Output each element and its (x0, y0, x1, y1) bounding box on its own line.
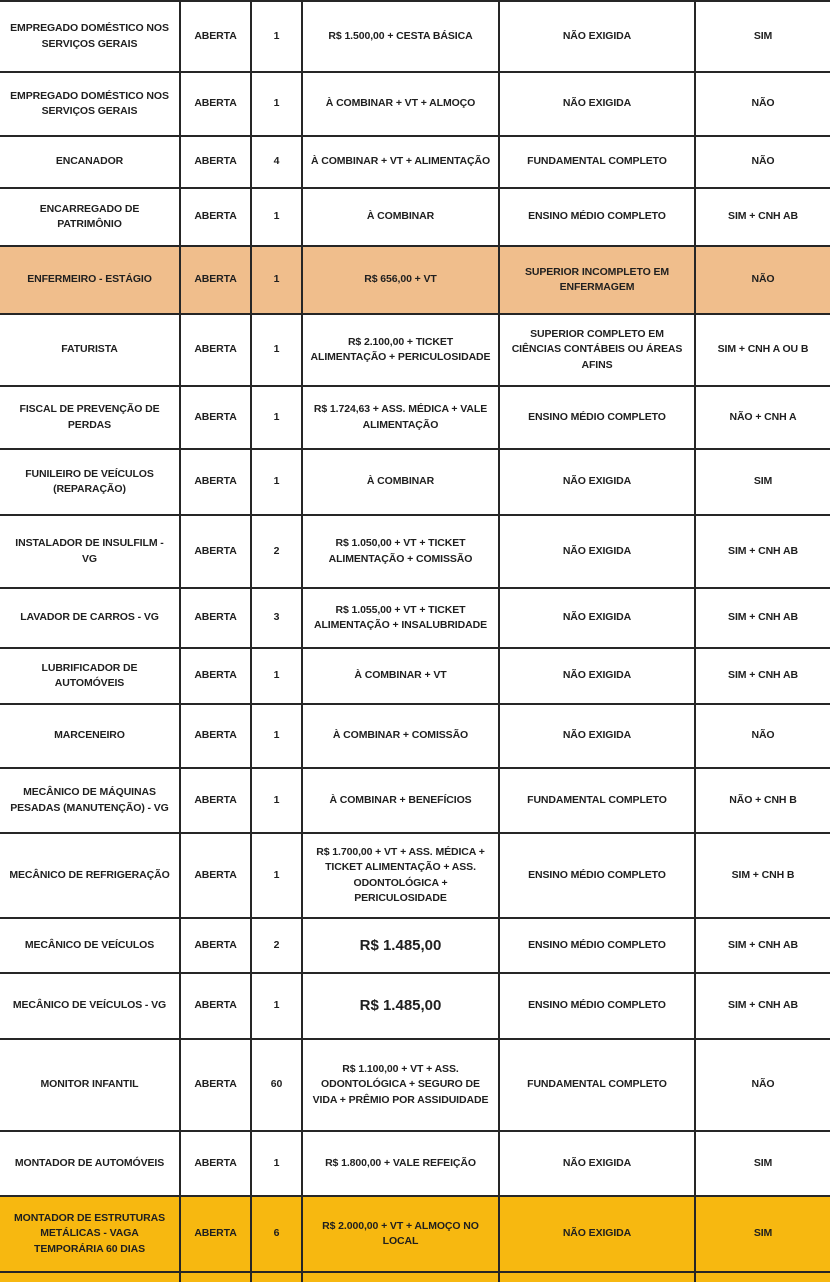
license-cell (696, 834, 830, 917)
salary-benefits-cell (303, 705, 500, 767)
table-row (0, 705, 830, 769)
status-cell (181, 2, 252, 71)
salary-benefits-cell (303, 315, 500, 385)
salary-benefits-text: À COMBINAR + VT + ALMOÇO (325, 97, 476, 110)
vacancy-count-text: 3 (273, 611, 280, 624)
job-title-text: MECÂNICO DE MÁQUINAS PESADAS (MANUTENÇÃO) - VG (10, 786, 169, 814)
vacancy-count-text: 1 (273, 273, 280, 286)
education-cell (500, 516, 696, 587)
license-text: NÃO (751, 97, 775, 110)
license-cell (696, 516, 830, 587)
job-title-text: ENFERMEIRO - ESTÁGIO (27, 273, 152, 286)
education-text: ENSINO MÉDIO COMPLETO (528, 410, 666, 423)
job-title-text: MONITOR INFANTIL (40, 1078, 139, 1091)
education-cell (500, 649, 696, 703)
job-title-cell (0, 450, 181, 514)
salary-benefits-cell (303, 137, 500, 187)
status-text: ABERTA (194, 97, 237, 110)
job-title-cell (0, 315, 181, 385)
job-title-cell (0, 73, 181, 135)
license-text: NÃO (751, 155, 775, 168)
salary-benefits-text: À COMBINAR + VT + ALIMENTAÇÃO (310, 155, 491, 168)
job-title-cell (0, 387, 181, 448)
license-text: SIM + CNH A OU B (717, 343, 809, 356)
license-text: SIM + CNH AB (728, 999, 798, 1012)
salary-benefits-cell (303, 1197, 500, 1271)
salary-benefits-text: À COMBINAR + COMISSÃO (332, 729, 469, 742)
vacancy-count-text: 1 (273, 210, 280, 223)
education-text: NÃO EXIGIDA (562, 475, 632, 488)
table-row (0, 1132, 830, 1197)
status-cell (181, 1040, 252, 1130)
license-cell (696, 1197, 830, 1271)
vacancy-count-cell (252, 137, 303, 187)
vacancy-count-text: 60 (270, 1078, 283, 1091)
status-text: ABERTA (194, 210, 237, 223)
job-title-text: MECÂNICO DE REFRIGERAÇÃO (9, 868, 170, 881)
vacancy-count-cell (252, 1040, 303, 1130)
license-text: SIM (753, 1227, 773, 1240)
job-title-text: EMPREGADO DOMÉSTICO NOS SERVIÇOS GERAIS (10, 89, 169, 117)
education-cell (500, 974, 696, 1038)
license-text: SIM + CNH AB (728, 544, 798, 557)
education-text: FUNDAMENTAL COMPLETO (527, 155, 667, 168)
salary-benefits-cell (303, 649, 500, 703)
salary-benefits-cell (303, 589, 500, 647)
status-cell (181, 834, 252, 917)
salary-benefits-text: R$ 1.724,63 + ASS. MÉDICA + VALE ALIMENTAÇÃO (313, 403, 488, 431)
education-text: FUNDAMENTAL COMPLETO (527, 1078, 667, 1091)
education-text: ENSINO MÉDIO COMPLETO (528, 999, 666, 1012)
status-cell (181, 1132, 252, 1195)
salary-benefits-text: R$ 1.485,00 (359, 936, 442, 954)
education-cell (500, 834, 696, 917)
status-cell (181, 589, 252, 647)
job-title-text: LUBRIFICADOR DE AUTOMÓVEIS (41, 661, 138, 689)
cut-off-cell (696, 1273, 830, 1282)
license-cell (696, 1040, 830, 1130)
status-cell (181, 649, 252, 703)
table-row (0, 315, 830, 387)
status-text: ABERTA (194, 155, 237, 168)
job-title-text: LAVADOR DE CARROS - VG (20, 611, 159, 624)
salary-benefits-text: À COMBINAR (366, 475, 435, 488)
status-text: ABERTA (194, 475, 237, 488)
license-text: NÃO (751, 729, 775, 742)
vacancy-count-cell (252, 1197, 303, 1271)
job-title-text: MONTADOR DE ESTRUTURAS METÁLICAS - VAGA TEMPORÁRIA 60 DIAS (13, 1212, 166, 1255)
license-cell (696, 974, 830, 1038)
job-title-cell (0, 2, 181, 71)
status-cell (181, 189, 252, 245)
job-title-text: FUNILEIRO DE VEÍCULOS (REPARAÇÃO) (25, 467, 154, 495)
vacancy-count-cell (252, 73, 303, 135)
license-cell (696, 247, 830, 313)
job-title-text: MECÂNICO DE VEÍCULOS - VG (12, 999, 167, 1012)
vacancy-count-text: 6 (273, 1227, 280, 1240)
job-title-text: FATURISTA (61, 343, 118, 356)
salary-benefits-cell (303, 919, 500, 972)
status-text: ABERTA (194, 29, 237, 42)
education-text: NÃO EXIGIDA (562, 611, 632, 624)
status-cell (181, 1197, 252, 1271)
job-title-cell (0, 834, 181, 917)
table-row (0, 974, 830, 1040)
education-text: ENSINO MÉDIO COMPLETO (528, 938, 666, 951)
status-cell (181, 315, 252, 385)
job-title-cell (0, 1197, 181, 1271)
license-cell (696, 137, 830, 187)
table-row (0, 834, 830, 919)
salary-benefits-text: R$ 1.500,00 + CESTA BÁSICA (328, 29, 473, 42)
salary-benefits-text: R$ 1.700,00 + VT + ASS. MÉDICA + TICKET ALIMENTAÇÃO + ASS. ODONTOLÓGICA + PERICULOSIDADE (316, 846, 485, 904)
license-cell (696, 705, 830, 767)
status-cell (181, 516, 252, 587)
license-cell (696, 315, 830, 385)
education-cell (500, 247, 696, 313)
table-row (0, 1197, 830, 1273)
education-text: NÃO EXIGIDA (562, 1227, 632, 1240)
job-title-cell (0, 974, 181, 1038)
salary-benefits-cell (303, 2, 500, 71)
job-title-cell (0, 705, 181, 767)
table-row (0, 247, 830, 315)
cut-off-cell (303, 1273, 500, 1282)
salary-benefits-text: À COMBINAR + BENEFÍCIOS (329, 793, 472, 806)
education-text: NÃO EXIGIDA (562, 729, 632, 742)
status-text: ABERTA (194, 410, 237, 423)
table-row (0, 649, 830, 705)
status-text: ABERTA (194, 868, 237, 881)
license-cell (696, 189, 830, 245)
vacancy-count-cell (252, 705, 303, 767)
license-text: SIM + CNH B (731, 868, 795, 881)
job-title-cell (0, 516, 181, 587)
vacancy-count-cell (252, 649, 303, 703)
cut-off-cell (500, 1273, 696, 1282)
education-text: SUPERIOR COMPLETO EM CIÊNCIAS CONTÁBEIS OU ÁREAS AFINS (511, 328, 683, 371)
vacancy-count-cell (252, 919, 303, 972)
table-row (0, 387, 830, 450)
cut-off-cell (0, 1273, 181, 1282)
vacancy-count-text: 1 (273, 475, 280, 488)
vacancy-count-cell (252, 387, 303, 448)
license-cell (696, 73, 830, 135)
vacancy-count-text: 1 (273, 343, 280, 356)
salary-benefits-cell (303, 1132, 500, 1195)
education-cell (500, 1197, 696, 1271)
license-text: SIM + CNH AB (728, 669, 798, 682)
license-text: NÃO (751, 1078, 775, 1091)
license-cell (696, 589, 830, 647)
status-cell (181, 769, 252, 832)
job-title-cell (0, 137, 181, 187)
vacancy-count-cell (252, 450, 303, 514)
education-cell (500, 1132, 696, 1195)
vacancy-count-cell (252, 974, 303, 1038)
license-text: SIM (753, 475, 773, 488)
vacancy-count-text: 1 (273, 29, 280, 42)
education-text: SUPERIOR INCOMPLETO EM ENFERMAGEM (524, 265, 670, 293)
license-text: NÃO (751, 273, 775, 286)
status-text: ABERTA (194, 938, 237, 951)
education-text: ENSINO MÉDIO COMPLETO (528, 868, 666, 881)
salary-benefits-text: R$ 2.100,00 + TICKET ALIMENTAÇÃO + PERICULOSIDADE (310, 335, 491, 363)
education-text: NÃO EXIGIDA (562, 29, 632, 42)
license-cell (696, 387, 830, 448)
job-title-text: EMPREGADO DOMÉSTICO NOS SERVIÇOS GERAIS (10, 22, 169, 50)
salary-benefits-cell (303, 769, 500, 832)
license-cell (696, 649, 830, 703)
license-text: SIM + CNH AB (728, 210, 798, 223)
vacancy-count-cell (252, 315, 303, 385)
license-text: SIM (753, 29, 773, 42)
job-title-text: ENCARREGADO DE PATRIMÔNIO (39, 202, 140, 230)
vacancy-count-text: 2 (273, 544, 280, 557)
vacancy-count-text: 1 (273, 97, 280, 110)
status-text: ABERTA (194, 999, 237, 1012)
table-row (0, 450, 830, 516)
vacancy-count-text: 1 (273, 868, 280, 881)
job-title-text: ENCANADOR (55, 155, 124, 168)
job-title-cell (0, 1040, 181, 1130)
vacancy-count-text: 1 (273, 669, 280, 682)
license-text: SIM (753, 1156, 773, 1169)
education-cell (500, 450, 696, 514)
table-row (0, 769, 830, 834)
license-cell (696, 769, 830, 832)
status-cell (181, 137, 252, 187)
salary-benefits-cell (303, 516, 500, 587)
license-text: SIM + CNH AB (728, 611, 798, 624)
salary-benefits-text: R$ 1.800,00 + VALE REFEIÇÃO (325, 1156, 476, 1169)
salary-benefits-cell (303, 387, 500, 448)
job-title-text: FISCAL DE PREVENÇÃO DE PERDAS (19, 403, 160, 431)
vacancy-count-text: 1 (273, 729, 280, 742)
salary-benefits-cell (303, 974, 500, 1038)
vacancy-count-text: 4 (273, 155, 280, 168)
cut-off-cell (181, 1273, 252, 1282)
education-text: NÃO EXIGIDA (562, 669, 632, 682)
status-text: ABERTA (194, 669, 237, 682)
vacancy-count-cell (252, 247, 303, 313)
table-row (0, 137, 830, 189)
job-title-cell (0, 769, 181, 832)
education-cell (500, 315, 696, 385)
job-title-cell (0, 589, 181, 647)
license-cell (696, 450, 830, 514)
salary-benefits-cell (303, 189, 500, 245)
education-cell (500, 705, 696, 767)
table-row (0, 73, 830, 137)
status-cell (181, 73, 252, 135)
status-text: ABERTA (194, 729, 237, 742)
education-text: FUNDAMENTAL COMPLETO (527, 793, 667, 806)
job-title-cell (0, 649, 181, 703)
table-row (0, 1040, 830, 1132)
vacancy-count-cell (252, 516, 303, 587)
job-title-text: MECÂNICO DE VEÍCULOS (24, 938, 155, 951)
vacancy-count-text: 1 (273, 793, 280, 806)
job-title-cell (0, 247, 181, 313)
education-text: NÃO EXIGIDA (562, 544, 632, 557)
education-cell (500, 769, 696, 832)
license-cell (696, 2, 830, 71)
vacancy-count-cell (252, 2, 303, 71)
license-text: SIM + CNH AB (728, 938, 798, 951)
vacancy-count-text: 2 (273, 938, 280, 951)
status-text: ABERTA (194, 1078, 237, 1091)
vacancy-count-text: 1 (273, 999, 280, 1012)
vacancy-count-cell (252, 189, 303, 245)
education-text: NÃO EXIGIDA (562, 1156, 632, 1169)
status-text: ABERTA (194, 343, 237, 356)
table-row (0, 919, 830, 974)
status-cell (181, 247, 252, 313)
education-cell (500, 589, 696, 647)
salary-benefits-text: R$ 1.055,00 + VT + TICKET ALIMENTAÇÃO + INSALUBRIDADE (314, 603, 487, 631)
cut-off-row (0, 1273, 830, 1282)
job-title-text: MARCENEIRO (54, 729, 125, 742)
status-text: ABERTA (194, 1227, 237, 1240)
table-row (0, 189, 830, 247)
job-title-text: MONTADOR DE AUTOMÓVEIS (14, 1156, 165, 1169)
salary-benefits-cell (303, 450, 500, 514)
education-cell (500, 137, 696, 187)
license-cell (696, 919, 830, 972)
license-text: NÃO + CNH A (729, 410, 797, 423)
education-cell (500, 73, 696, 135)
education-cell (500, 189, 696, 245)
status-cell (181, 974, 252, 1038)
education-text: NÃO EXIGIDA (562, 97, 632, 110)
salary-benefits-cell (303, 1040, 500, 1130)
vacancy-count-text: 1 (273, 1156, 280, 1169)
status-cell (181, 705, 252, 767)
job-title-cell (0, 189, 181, 245)
table-row (0, 2, 830, 73)
vacancy-count-cell (252, 769, 303, 832)
status-text: ABERTA (194, 544, 237, 557)
status-text: ABERTA (194, 1156, 237, 1169)
vacancy-count-text: 1 (273, 410, 280, 423)
education-text: ENSINO MÉDIO COMPLETO (528, 210, 666, 223)
status-text: ABERTA (194, 793, 237, 806)
education-cell (500, 2, 696, 71)
table-row (0, 516, 830, 589)
salary-benefits-text: R$ 2.000,00 + VT + ALMOÇO NO LOCAL (322, 1219, 479, 1247)
cut-off-cell (252, 1273, 303, 1282)
salary-benefits-text: À COMBINAR (366, 210, 435, 223)
status-text: ABERTA (194, 611, 237, 624)
salary-benefits-cell (303, 73, 500, 135)
education-cell (500, 1040, 696, 1130)
status-cell (181, 387, 252, 448)
table-row (0, 589, 830, 649)
salary-benefits-text: R$ 1.485,00 (359, 997, 442, 1015)
status-cell (181, 450, 252, 514)
salary-benefits-text: R$ 1.100,00 + VT + ASS. ODONTOLÓGICA + SEGURO DE VIDA + PRÊMIO POR ASSIDUIDADE (312, 1063, 489, 1106)
license-cell (696, 1132, 830, 1195)
salary-benefits-cell (303, 834, 500, 917)
salary-benefits-text: R$ 1.050,00 + VT + TICKET ALIMENTAÇÃO + COMISSÃO (328, 537, 473, 565)
salary-benefits-cell (303, 247, 500, 313)
education-cell (500, 387, 696, 448)
vacancy-count-cell (252, 1132, 303, 1195)
status-cell (181, 919, 252, 972)
status-text: ABERTA (194, 273, 237, 286)
vacancy-count-cell (252, 589, 303, 647)
job-title-cell (0, 919, 181, 972)
salary-benefits-text: R$ 656,00 + VT (364, 273, 437, 286)
license-text: NÃO + CNH B (729, 793, 797, 806)
job-title-cell (0, 1132, 181, 1195)
vacancy-count-cell (252, 834, 303, 917)
salary-benefits-text: À COMBINAR + VT (354, 669, 447, 682)
job-title-text: INSTALADOR DE INSULFILM - VG (15, 537, 164, 565)
education-cell (500, 919, 696, 972)
